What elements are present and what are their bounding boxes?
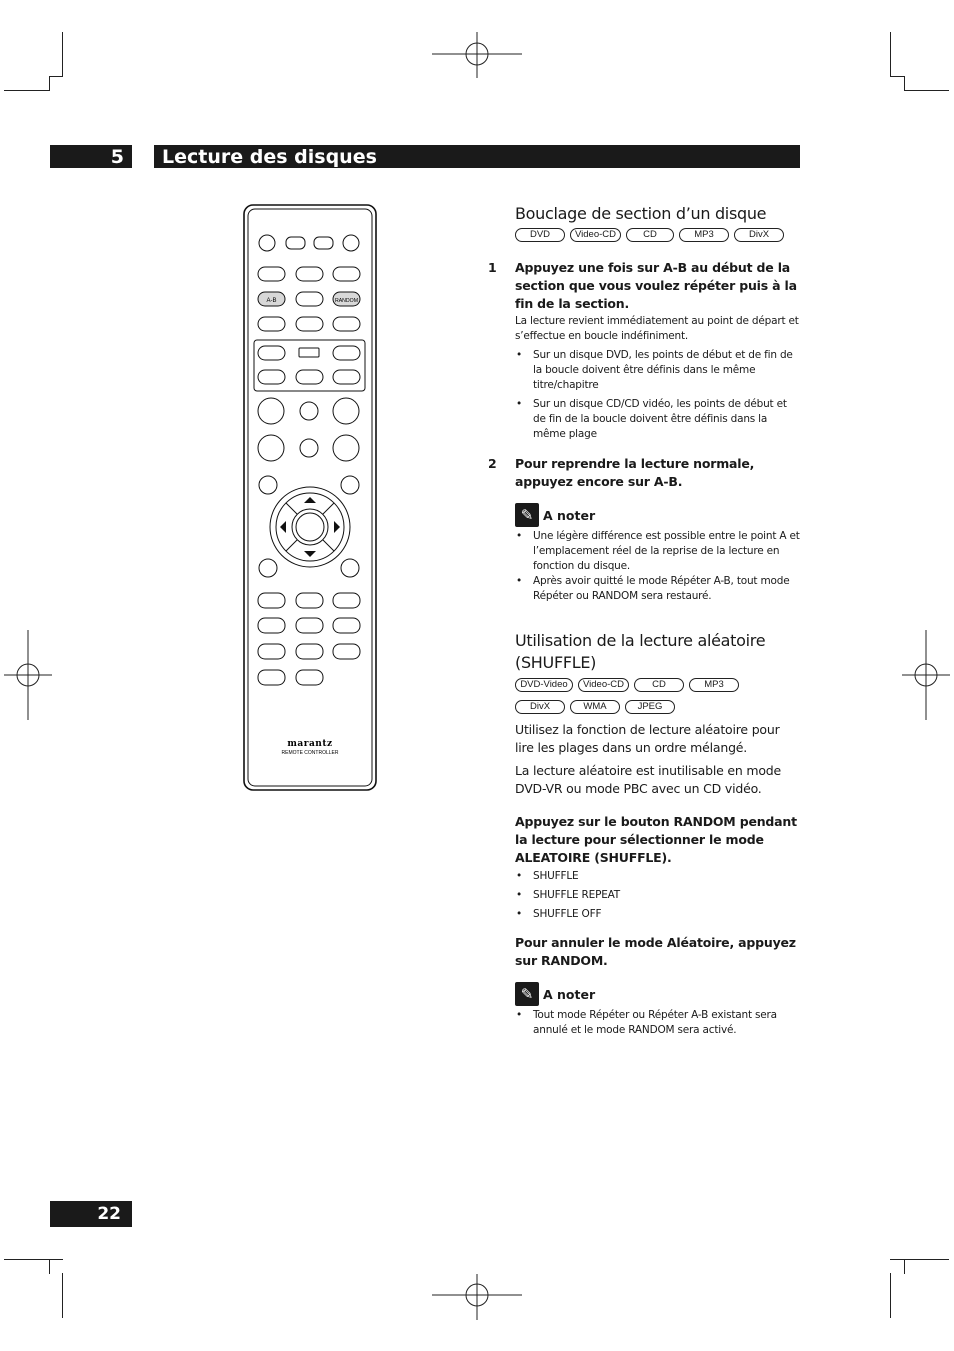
note-title: A noter — [543, 507, 596, 523]
remote-random-label: RANDOM — [334, 298, 359, 304]
step-1-bullets — [515, 348, 800, 442]
section2-disc-badges-row1 — [515, 678, 800, 692]
badge: DVD-Video — [515, 678, 573, 692]
step-1-description: La lecture revient immédiatement au point de départ et s’effectue en boucle indéfiniment. — [515, 315, 799, 342]
registration-target-right — [900, 628, 952, 723]
list-item: • Après avoir quitté le mode Répéter A-B, tout mode Répéter ou RANDOM sera restauré. — [515, 574, 800, 604]
badge: MP3 — [689, 678, 739, 692]
badge: Video-CD — [578, 678, 629, 692]
chapter-title: Lecture des disques — [154, 145, 800, 168]
remote-ab-label: A-B — [266, 298, 277, 304]
step-number: 1 — [488, 260, 497, 275]
note-title: A noter — [543, 986, 596, 1002]
list-item: • SHUFFLE — [515, 869, 800, 884]
note-bullets — [515, 1008, 800, 1038]
list-item: • SHUFFLE REPEAT — [515, 888, 800, 903]
badge: DivX — [734, 228, 784, 242]
note-header — [515, 982, 800, 1006]
section-shuffle — [515, 630, 800, 1038]
section-ab-repeat — [488, 203, 800, 604]
list-item: • Tout mode Répéter ou Répéter A-B existant sera annulé et le mode RANDOM sera activé. — [515, 1008, 800, 1038]
section2-title: Utilisation de la lecture aléatoire (SHUFFLE) — [515, 631, 766, 672]
registration-target-bottom — [430, 1272, 525, 1322]
remote-brand-sub: REMOTE CONTROLLER — [281, 750, 339, 756]
remote-brand: marantz — [287, 739, 333, 749]
shuffle-cancel: Pour annuler le mode Aléatoire, appuyez sur RANDOM. — [515, 935, 796, 968]
badge: WMA — [570, 700, 620, 714]
remote-control-illustration — [243, 204, 377, 792]
step-2-text: Pour reprendre la lecture normale, appuyez encore sur A-B. — [515, 456, 755, 489]
registration-target-left — [2, 628, 54, 723]
pencil-note-icon: ✎ — [515, 503, 539, 527]
note-header — [515, 503, 800, 527]
section2-disc-badges-row2 — [515, 700, 800, 714]
badge: Video-CD — [570, 228, 621, 242]
badge: CD — [626, 228, 674, 242]
badge: JPEG — [625, 700, 675, 714]
badge: DivX — [515, 700, 565, 714]
pencil-note-icon: ✎ — [515, 982, 539, 1006]
step-1-text: Appuyez une fois sur A-B au début de la section que vous voulez répéter puis à la fin de la section. — [515, 260, 797, 311]
note-bullets — [515, 529, 800, 604]
chapter-number: 5 — [50, 145, 132, 168]
list-item: • Sur un disque CD/CD vidéo, les points de début et de fin de la boucle doivent être définis dans la même plage — [515, 397, 800, 442]
shuffle-modes — [515, 869, 800, 922]
list-item: • Une légère différence est possible entre le point A et l’emplacement réel de la reprise de la lecture en fonction du disque. — [515, 529, 800, 574]
badge: CD — [634, 678, 684, 692]
step-number: 2 — [488, 456, 497, 471]
badge: MP3 — [679, 228, 729, 242]
badge: DVD — [515, 228, 565, 242]
shuffle-instruction: Appuyez sur le bouton RANDOM pendant la lecture pour sélectionner le mode ALEATOIRE (SHUFFLE). — [515, 814, 797, 865]
step-1 — [488, 259, 800, 313]
page-number: 22 — [50, 1201, 132, 1227]
step-2 — [488, 455, 800, 491]
section1-disc-badges — [515, 228, 800, 242]
registration-target-top — [430, 30, 525, 80]
list-item: • Sur un disque DVD, les points de début et de fin de la boucle doivent être définis dans le même titre/chapitre — [515, 348, 800, 393]
list-item: • SHUFFLE OFF — [515, 907, 800, 922]
shuffle-restriction: La lecture aléatoire est inutilisable en mode DVD-VR ou mode PBC avec un CD vidéo. — [515, 763, 782, 796]
shuffle-intro: Utilisez la fonction de lecture aléatoire pour lire les plages dans un ordre mélangé. — [515, 722, 780, 755]
section1-title: Bouclage de section d’un disque — [515, 204, 767, 223]
